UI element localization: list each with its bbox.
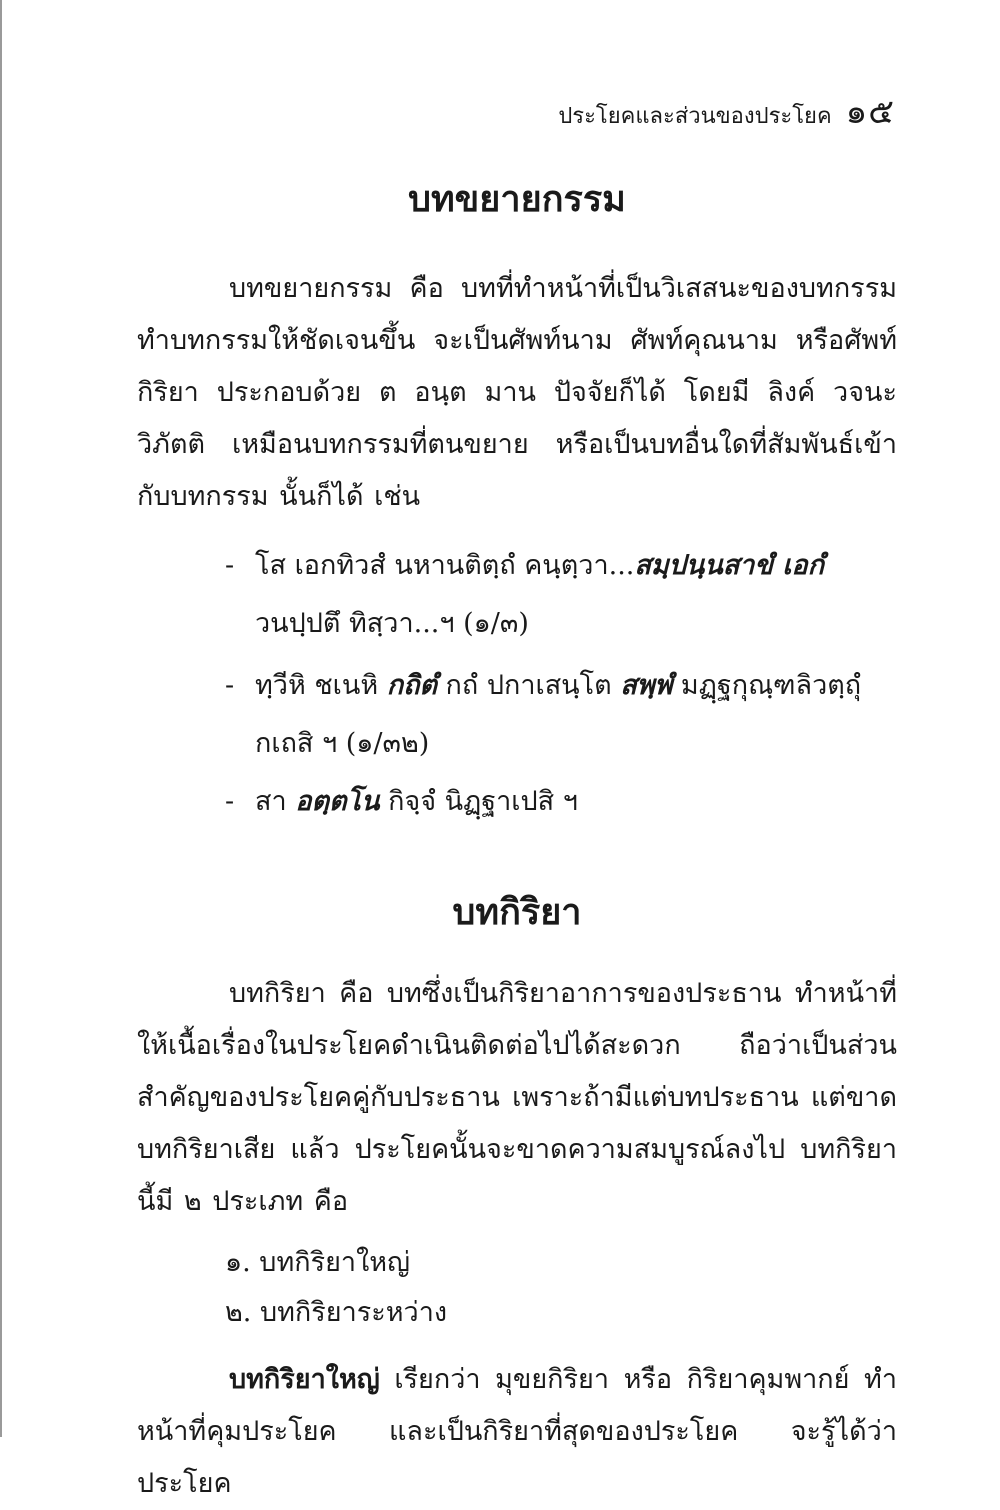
emphasis-text: อตฺตโน <box>295 786 380 817</box>
section2-paragraph-2: บทกิริยาใหญ่ เรียกว่า มุขยกิริยา หรือ กิริยาคุมพากย์ ทำหน้าที่คุมประโยค และเป็นกิริยาที่สุดของประโยค จะรู้ได้ว่าประโยค <box>137 1364 897 1499</box>
section2-paragraph <box>137 968 897 1228</box>
example-item-1: - โส เอกทิวสํ นหานติตฺถํ คนฺตฺวา...สมฺปนฺนสาขํ เอกํ วนปฺปตึ ทิสฺวา...ฯ (๑/๓) <box>225 550 824 639</box>
example-item-3: - สา อตฺตโน กิจฺจํ นิฏฺฐาเปสิ ฯ <box>225 786 578 817</box>
emphasis-text: สมฺปนฺนสาขํ เอกํ <box>634 550 824 581</box>
example-list <box>137 537 897 831</box>
page-edge <box>0 0 2 1437</box>
emphasis-text: กถิตํ <box>386 670 437 701</box>
section-title-verb: บทกิริยา <box>452 891 582 933</box>
section1-paragraph <box>137 263 897 523</box>
example-item-2: - ทฺวีหิ ชเนหิ กถิตํ กถํ ปกาเสนฺโต สพฺพํ มฏฺฐกุณฺฑลิวตฺถุํ กเถสิ ฯ (๑/๓๒) <box>225 670 862 759</box>
emphasis-text: บทกิริยาใหญ่ <box>229 1364 380 1395</box>
section-title-object-modifier: บทขยายกรรม <box>408 178 626 220</box>
verb-type-list <box>137 1238 897 1338</box>
section1-paragraph-text: บทขยายกรรม คือ บทที่ทำหน้าที่เป็นวิเสสนะของบทกรรม ทำบทกรรมให้ชัดเจนขึ้น จะเป็นศัพท์นาม ศัพท์คุณนาม หรือศัพท์กิริยา ประกอบด้วย ต อนฺต มาน ปัจจัยก็ได้ โดยมี ลิงค์ วจนะ วิภัตติ เหมือนบทกรรมที่ตนขยาย หรือเป็นบทอื่นใดที่สัมพันธ์เข้ากับบทกรรม นั้นก็ได้ เช่น <box>137 273 897 512</box>
verb-type-item: ๑. บทกิริยาใหญ่ <box>225 1247 411 1278</box>
page-number: ๑๕ <box>845 92 895 132</box>
running-head <box>558 84 895 138</box>
running-title: ประโยคและส่วนของประโยค <box>558 104 832 129</box>
emphasis-text: สพฺพํ <box>620 670 673 701</box>
page-content <box>137 170 897 1510</box>
verb-type-item: ๒. บทกิริยาระหว่าง <box>225 1297 448 1328</box>
section2-paragraph-text: บทกิริยา คือ บทซึ่งเป็นกิริยาอาการของประธาน ทำหน้าที่ให้เนื้อเรื่องในประโยคดำเนินติดต่อไปได้สะดวก ถือว่าเป็นส่วนสำคัญของประโยคคู่กับประธาน เพราะถ้ามีแต่บทประธาน แต่ขาดบทกิริยาเสีย แล้ว ประโยคนั้นจะขาดความสมบูรณ์ลงไป บทกิริยานี้มี ๒ ประเภท คือ <box>137 978 897 1217</box>
